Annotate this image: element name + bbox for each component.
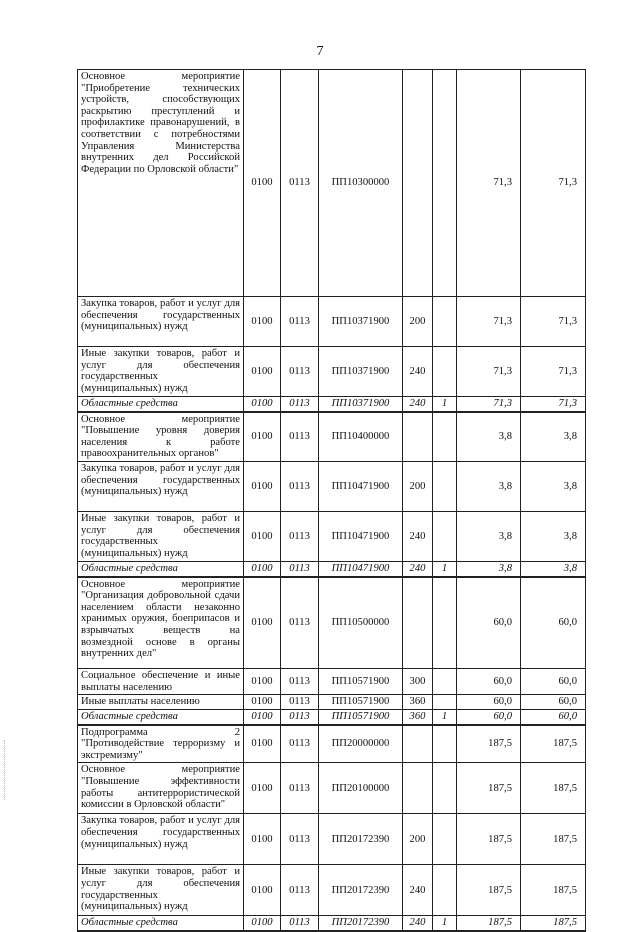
funding-source-code: 1 [433,916,457,931]
expense-type-code [403,725,433,763]
amount-year-1: 3,8 [457,512,521,562]
row-name: Закупка товаров, работ и услуг для обеспечения государственных (муниципальных) нужд [78,462,244,512]
target-article-code: ПП10371900 [319,347,403,397]
amount-year-2: 3,8 [521,412,586,462]
section-code: 0100 [244,70,281,297]
amount-year-2: 60,0 [521,709,586,724]
section-code: 0100 [244,763,281,814]
amount-year-1: 60,0 [457,695,521,710]
table-row [78,512,586,562]
subsection-code: 0113 [281,577,319,669]
regional-funds-row [78,709,586,724]
row-name: Иные выплаты населению [78,695,244,710]
funding-source-code [433,814,457,865]
funding-source-code [433,347,457,397]
section-code: 0100 [244,397,281,412]
amount-year-1: 3,8 [457,412,521,462]
amount-year-2: 3,8 [521,562,586,577]
amount-year-1: 3,8 [457,562,521,577]
amount-year-1: 187,5 [457,916,521,931]
amount-year-2: 71,3 [521,397,586,412]
row-name: Основное мероприятие "Приобретение технических устройств, способствующих раскрытию преступлений и профилактике правонарушений, в соответствии с потребностями Управления Министерства внутренних дел Российской Федерации по Орловской области" [78,70,244,297]
target-article-code: ПП20000000 [319,725,403,763]
subsection-code: 0113 [281,562,319,577]
amount-year-2: 60,0 [521,669,586,695]
expense-type-code: 240 [403,347,433,397]
row-name: Закупка товаров, работ и услуг для обеспечения государственных (муниципальных) нужд [78,297,244,347]
row-name: Подпрограмма 2 "Противодействие терроризму и экстремизму" [78,725,244,763]
expense-type-code: 240 [403,865,433,916]
row-name: Иные закупки товаров, работ и услуг для обеспечения государственных (муниципальных) нужд [78,865,244,916]
table-row [78,462,586,512]
table-row [78,577,586,669]
expense-type-code: 200 [403,462,433,512]
target-article-code: ПП10500000 [319,577,403,669]
amount-year-2: 187,5 [521,763,586,814]
funding-source-code [433,462,457,512]
amount-year-1: 60,0 [457,709,521,724]
subsection-code: 0113 [281,709,319,724]
regional-funds-row [78,397,586,412]
amount-year-2: 60,0 [521,695,586,710]
section-code: 0100 [244,512,281,562]
section-code: 0100 [244,725,281,763]
target-article-code: ПП10571900 [319,669,403,695]
subsection-code: 0113 [281,865,319,916]
page-number: 7 [316,44,324,59]
amount-year-2: 71,3 [521,70,586,297]
subsection-code: 0113 [281,669,319,695]
row-name: Социальное обеспечение и иные выплаты населению [78,669,244,695]
row-name: Иные закупки товаров, работ и услуг для обеспечения государственных (муниципальных) нужд [78,347,244,397]
regional-funds-row [78,916,586,931]
amount-year-1: 3,8 [457,462,521,512]
row-name: Основное мероприятие "Повышение уровня доверия населения к работе правоохранительных органов" [78,412,244,462]
funding-source-code: 1 [433,709,457,724]
table-row [78,814,586,865]
target-article-code: ПП10371900 [319,397,403,412]
amount-year-2: 3,8 [521,512,586,562]
funding-source-code [433,669,457,695]
budget-table [77,69,586,932]
subsection-code: 0113 [281,695,319,710]
subsection-code: 0113 [281,412,319,462]
target-article-code: ПП10471900 [319,512,403,562]
subsection-code: 0113 [281,397,319,412]
amount-year-2: 187,5 [521,814,586,865]
funding-source-code [433,725,457,763]
row-name: Основное мероприятие "Организация добровольной сдачи населением области незаконно хранимых оружия, боеприпасов и взрывчатых веществ на возмездной основе в органы внутренних дел" [78,577,244,669]
section-code: 0100 [244,577,281,669]
scan-margin-marks [4,740,6,800]
target-article-code: ПП10571900 [319,709,403,724]
funding-source-code [433,763,457,814]
row-name: Областные средства [78,397,244,412]
table-row [78,70,586,297]
funding-source-code [433,695,457,710]
expense-type-code: 300 [403,669,433,695]
amount-year-1: 71,3 [457,70,521,297]
amount-year-1: 71,3 [457,397,521,412]
row-name: Областные средства [78,916,244,931]
amount-year-2: 71,3 [521,297,586,347]
section-code: 0100 [244,695,281,710]
subsection-code: 0113 [281,297,319,347]
expense-type-code [403,577,433,669]
table-row [78,669,586,695]
subsection-code: 0113 [281,347,319,397]
amount-year-2: 187,5 [521,725,586,763]
expense-type-code: 360 [403,709,433,724]
target-article-code: ПП20172390 [319,814,403,865]
expense-type-code: 240 [403,397,433,412]
section-code: 0100 [244,412,281,462]
table-row [78,695,586,710]
funding-source-code [433,865,457,916]
section-code: 0100 [244,562,281,577]
row-name: Иные закупки товаров, работ и услуг для обеспечения государственных (муниципальных) нужд [78,512,244,562]
amount-year-2: 71,3 [521,347,586,397]
amount-year-1: 60,0 [457,669,521,695]
amount-year-1: 187,5 [457,865,521,916]
target-article-code: ПП20172390 [319,865,403,916]
target-article-code: ПП20100000 [319,763,403,814]
amount-year-2: 187,5 [521,865,586,916]
row-name: Закупка товаров, работ и услуг для обеспечения государственных (муниципальных) нужд [78,814,244,865]
expense-type-code: 240 [403,512,433,562]
amount-year-1: 187,5 [457,814,521,865]
target-article-code: ПП20172390 [319,916,403,931]
target-article-code: ПП10400000 [319,412,403,462]
section-code: 0100 [244,709,281,724]
table-row [78,725,586,763]
section-code: 0100 [244,865,281,916]
subsection-code: 0113 [281,462,319,512]
amount-year-2: 187,5 [521,916,586,931]
funding-source-code [433,512,457,562]
subsection-code: 0113 [281,814,319,865]
target-article-code: ПП10300000 [319,70,403,297]
amount-year-1: 187,5 [457,725,521,763]
amount-year-1: 71,3 [457,347,521,397]
regional-funds-row [78,562,586,577]
table-row [78,347,586,397]
funding-source-code [433,70,457,297]
expense-type-code: 200 [403,814,433,865]
funding-source-code [433,577,457,669]
funding-source-code [433,412,457,462]
expense-type-code [403,412,433,462]
subsection-code: 0113 [281,512,319,562]
row-name: Областные средства [78,562,244,577]
subsection-code: 0113 [281,70,319,297]
row-name: Основное мероприятие "Повышение эффективности работы антитеррористической комиссии в Орловской области" [78,763,244,814]
expense-type-code: 240 [403,562,433,577]
target-article-code: ПП10571900 [319,695,403,710]
table-row [78,865,586,916]
section-code: 0100 [244,347,281,397]
amount-year-2: 3,8 [521,462,586,512]
section-code: 0100 [244,297,281,347]
expense-type-code: 240 [403,916,433,931]
table-row [78,763,586,814]
subsection-code: 0113 [281,916,319,931]
expense-type-code: 200 [403,297,433,347]
amount-year-1: 187,5 [457,763,521,814]
target-article-code: ПП10471900 [319,462,403,512]
amount-year-1: 71,3 [457,297,521,347]
subsection-code: 0113 [281,763,319,814]
table-row [78,412,586,462]
section-code: 0100 [244,462,281,512]
section-code: 0100 [244,916,281,931]
target-article-code: ПП10371900 [319,297,403,347]
funding-source-code: 1 [433,562,457,577]
expense-type-code [403,763,433,814]
target-article-code: ПП10471900 [319,562,403,577]
funding-source-code [433,297,457,347]
section-code: 0100 [244,814,281,865]
expense-type-code [403,70,433,297]
amount-year-2: 60,0 [521,577,586,669]
funding-source-code: 1 [433,397,457,412]
row-name: Областные средства [78,709,244,724]
subsection-code: 0113 [281,725,319,763]
table-row [78,297,586,347]
amount-year-1: 60,0 [457,577,521,669]
expense-type-code: 360 [403,695,433,710]
section-code: 0100 [244,669,281,695]
